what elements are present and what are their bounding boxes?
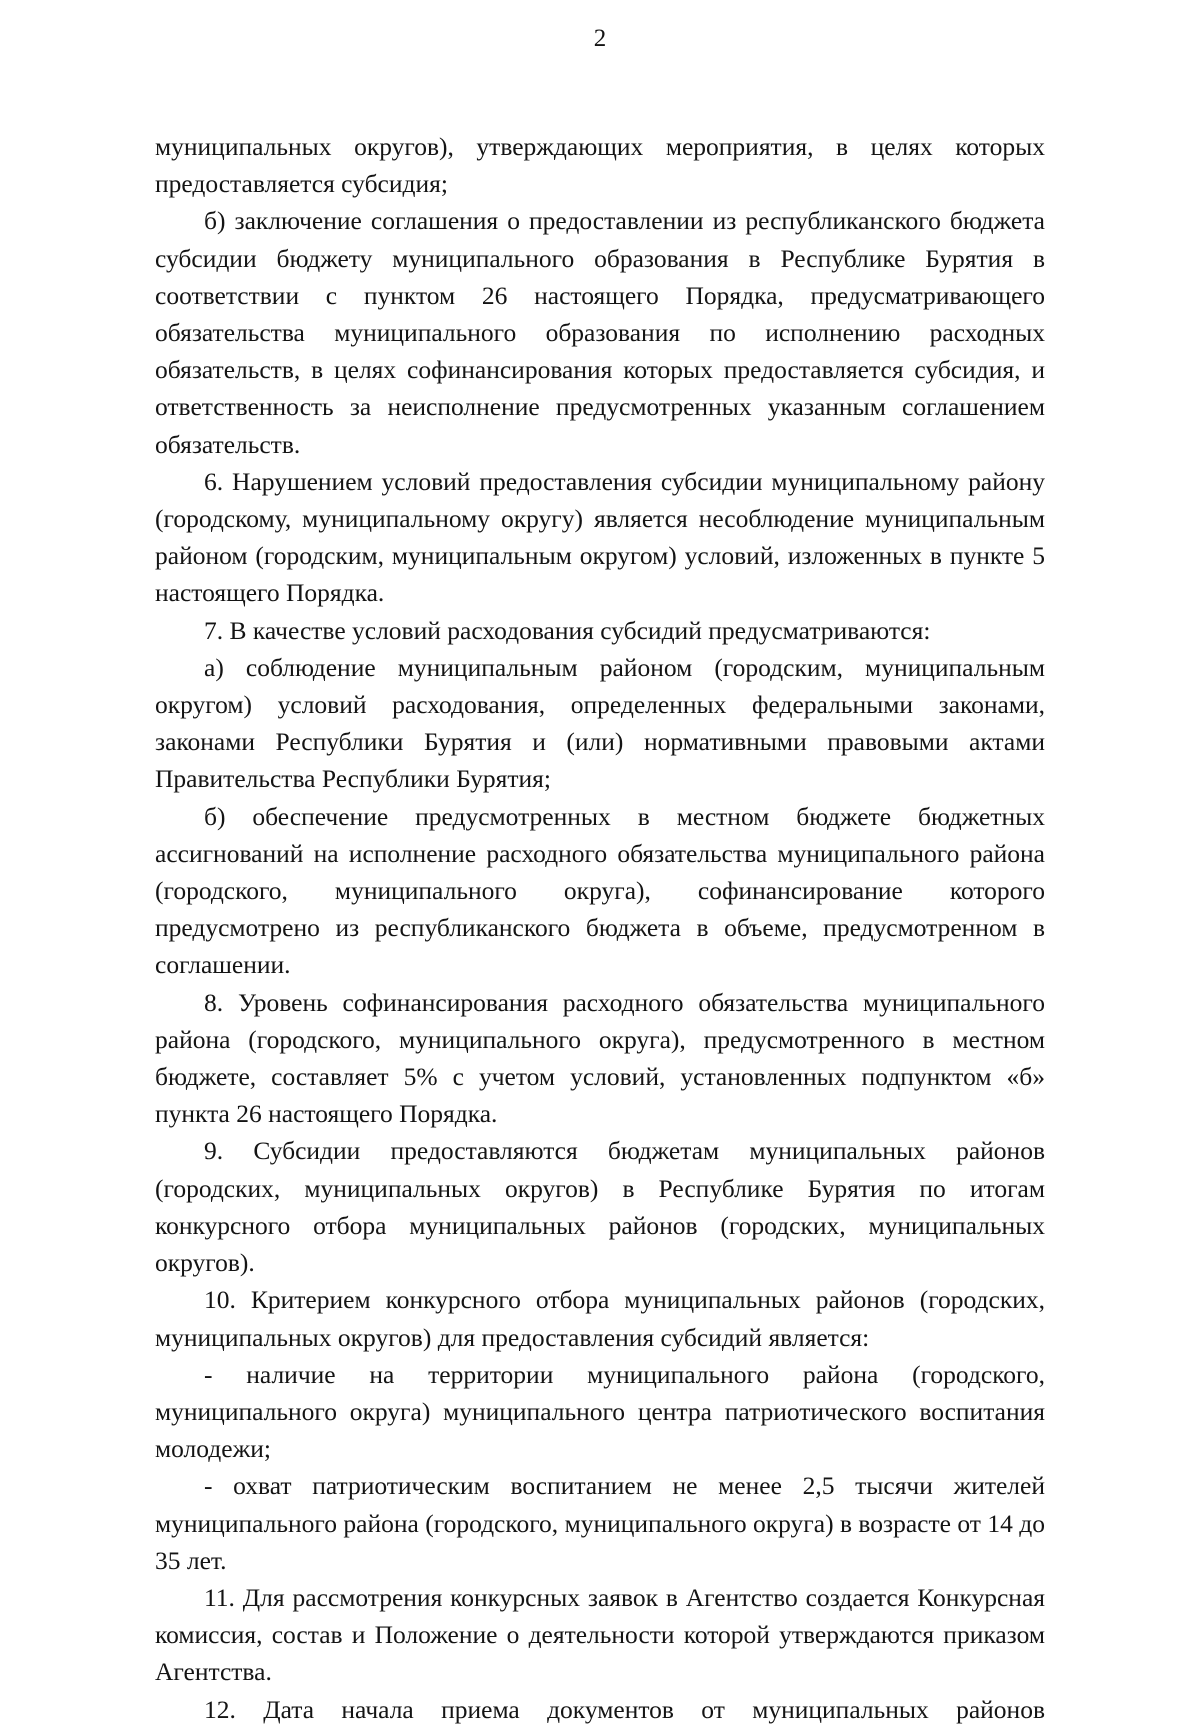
paragraph-item-6: 6. Нарушением условий предоставления субсидии муниципальному району (городскому, муниципальному округу) является несоблюдение муниципальным районом (городским, муниципальным округом) условий, изложенных в пункте 5 настоящего Порядка. (155, 466, 1045, 608)
paragraph-item-9: 9. Субсидии предоставляются бюджетам муниципальных районов (городских, муниципальных округов) в Республике Бурятия по итогам конкурсного отбора муниципальных районов (городских, муниципальных округов). (155, 1136, 1045, 1278)
paragraph-item-10: 10. Критерием конкурсного отбора муниципальных районов (городских, муниципальных округов) для предоставления субсидий является: (155, 1285, 1045, 1352)
page-number: 2 (593, 25, 607, 52)
paragraph-item-10-bullet-1: - наличие на территории муниципального района (городского, муниципального округа) муниципального центра патриотического воспитания молодежи; (155, 1359, 1045, 1464)
paragraph-item-7b: б) обеспечение предусмотренных в местном бюджете бюджетных ассигнований на исполнение расходного обязательства муниципального района (городского, муниципального округа), софинансирование которого предусмотрено из республиканского бюджета в объеме, предусмотренном в соглашении. (155, 801, 1045, 980)
paragraph-continuation: муниципальных округов), утверждающих мероприятия, в целях которых предоставляется субсидия; (155, 132, 1045, 199)
paragraph-item-7a: а) соблюдение муниципальным районом (городским, муниципальным округом) условий расходования, определенных федеральными законами, законами Республики Бурятия и (или) нормативными правовыми актами Правительства Республики Бурятия; (155, 652, 1045, 794)
paragraph-item-7: 7. В качестве условий расходования субсидий предусматриваются: (204, 615, 931, 645)
paragraph-item-12: 12. Дата начала приема документов от муниципальных районов (204, 1694, 1045, 1724)
paragraph-item-8: 8. Уровень софинансирования расходного обязательства муниципального района (городского, муниципального округа), предусмотренного в местном бюджете, составляет 5% с учетом условий, установленных подпунктом «б» пункта 26 настоящего Порядка. (155, 987, 1045, 1129)
paragraph-item-10-bullet-2: - охват патриотическим воспитанием не менее 2,5 тысячи жителей муниципального района (городского, муниципального округа) в возрасте от 14 до 35 лет. (155, 1471, 1045, 1575)
paragraph-item-b-agreement: б) заключение соглашения о предоставлении из республиканского бюджета субсидии бюджету муниципального образования в Республике Бурятия в соответствии с пунктом 26 настоящего Порядка, предусматривающего обязательства муниципального образования по исполнению расходных обязательств, в целях софинансирования которых предоставляется субсидия, и ответственность за неисполнение предусмотренных указанным соглашением обязательств. (155, 206, 1045, 459)
paragraph-item-11: 11. Для рассмотрения конкурсных заявок в Агентство создается Конкурсная комиссия, состав и Положение о деятельности которой утверждаются приказом Агентства. (155, 1582, 1045, 1687)
document-body (155, 128, 1045, 1728)
